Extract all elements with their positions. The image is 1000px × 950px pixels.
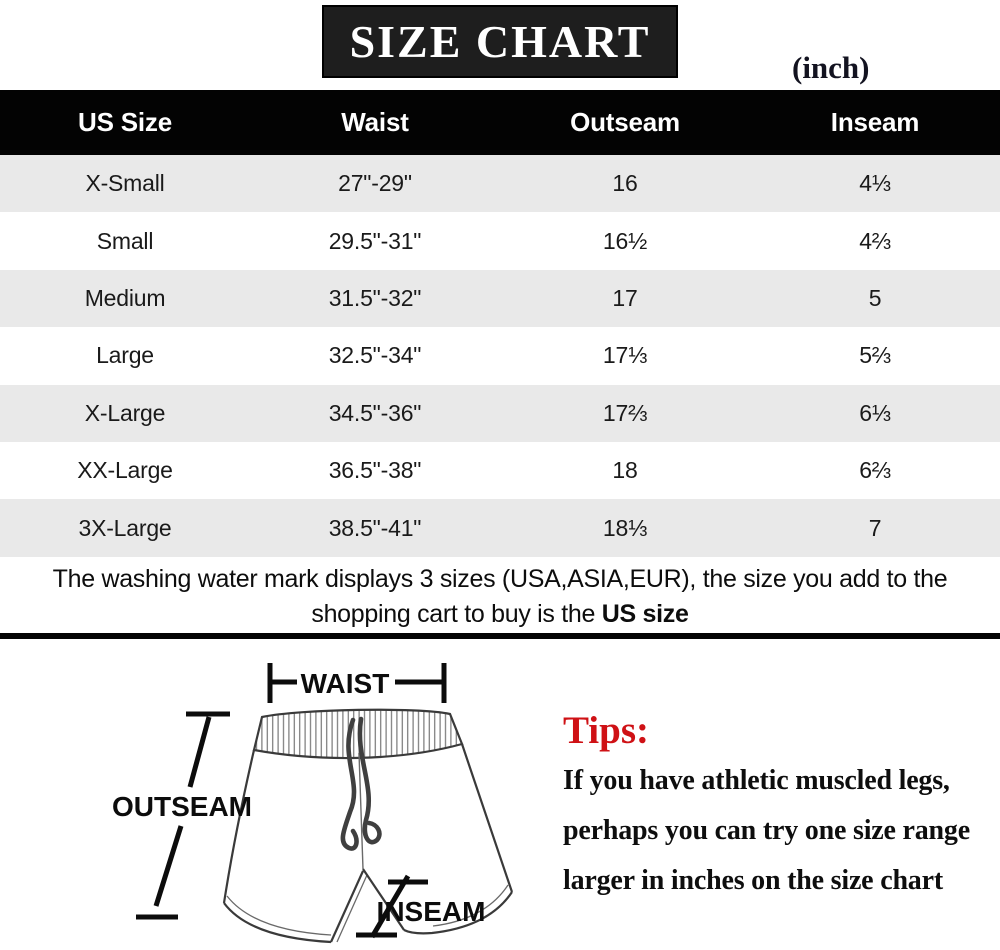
table-row	[0, 212, 1000, 269]
waist-cell: 32.5"-34"	[328, 342, 422, 369]
waist-label: WAIST	[300, 668, 390, 699]
inseam-cell: 5	[868, 284, 882, 311]
table-row	[0, 442, 1000, 499]
us-size-cell: X-Large	[84, 399, 166, 426]
waist-cell: 31.5"-32"	[328, 284, 422, 311]
inseam-cell: 6⅔	[859, 457, 891, 484]
outseam-cell: 17⅔	[602, 399, 648, 426]
column-header-inseam: Inseam	[830, 107, 920, 137]
column-header-us-size: US Size	[78, 107, 172, 137]
tips-line-3: larger in inches on the size chart	[563, 865, 943, 896]
note-us-size-bold: US size	[601, 600, 689, 628]
column-header-outseam: Outseam	[570, 107, 680, 137]
inseam-cell: 4⅓	[859, 170, 891, 197]
outseam-cell: 16½	[602, 227, 648, 254]
waist-cell: 29.5"-31"	[328, 227, 422, 254]
table-row	[0, 270, 1000, 327]
outseam-cell: 17	[612, 284, 638, 311]
us-size-cell: Large	[96, 342, 154, 369]
inseam-cell: 4⅔	[859, 227, 891, 254]
table-row	[0, 499, 1000, 556]
waist-cell: 38.5"-41"	[328, 514, 422, 541]
watermark-note	[0, 562, 1000, 632]
outseam-label: OUTSEAM	[112, 791, 252, 822]
tips-line-1: If you have athletic muscled legs,	[563, 765, 950, 796]
tips-heading: Tips:	[563, 709, 649, 752]
page-title: SIZE CHART	[349, 16, 651, 67]
tips-section	[563, 708, 993, 915]
tips-line-2: perhaps you can try one size range	[563, 815, 970, 846]
table-row	[0, 155, 1000, 212]
inseam-label: INSEAM	[376, 896, 486, 927]
us-size-cell: Small	[96, 227, 154, 254]
us-size-cell: Medium	[84, 284, 166, 311]
outseam-cell: 18⅓	[602, 514, 648, 541]
waist-cell: 36.5"-38"	[328, 457, 422, 484]
column-header-waist: Waist	[341, 107, 409, 137]
title-banner	[322, 5, 678, 78]
table-row	[0, 385, 1000, 442]
waist-cell: 27"-29"	[338, 170, 412, 197]
note-line-2	[0, 597, 1000, 632]
outseam-cell: 16	[612, 170, 638, 197]
waist-cell: 34.5"-36"	[328, 399, 422, 426]
table-header-row	[0, 90, 1000, 155]
note-line-1: The washing water mark displays 3 sizes (USA,ASIA,EUR), the size you add to the	[52, 565, 948, 593]
inseam-cell: 7	[868, 514, 882, 541]
note-line-2-text: shopping cart to buy is the	[311, 600, 602, 628]
section-divider	[0, 633, 1000, 639]
inseam-cell: 6⅓	[859, 399, 891, 426]
inseam-cell: 5⅔	[859, 342, 891, 369]
size-table	[0, 155, 1000, 557]
us-size-cell: 3X-Large	[78, 514, 172, 541]
unit-label: (inch)	[792, 50, 870, 85]
outseam-cell: 18	[612, 457, 638, 484]
table-row	[0, 327, 1000, 384]
shorts-measurement-diagram	[0, 640, 560, 950]
us-size-cell: XX-Large	[77, 457, 173, 484]
us-size-cell: X-Small	[85, 170, 165, 197]
outseam-cell: 17⅓	[602, 342, 648, 369]
